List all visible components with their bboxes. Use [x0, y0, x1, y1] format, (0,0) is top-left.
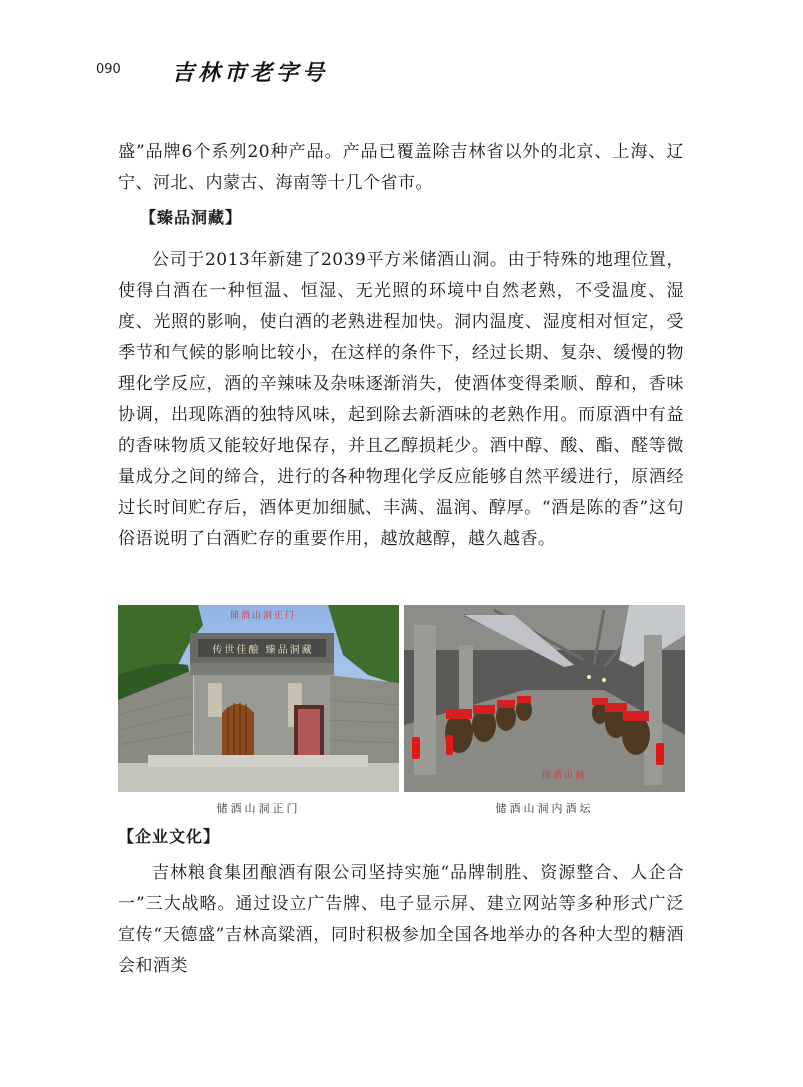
- photo-sign-text: 传世佳酿 臻品洞藏: [212, 645, 314, 656]
- photo-cave-entrance: [118, 605, 399, 792]
- paragraph-corporate-culture: 吉林粮食集团酿酒有限公司坚持实施“品牌制胜、资源整合、人企合一”三大战略。通过设立广告牌、电子显示屏、建立网站等多种形式广泛宣传“天德盛”吉林高粱酒，同时积极参加全国各地举办的各种大型的糖酒会和酒类: [118, 863, 684, 976]
- page-number: 090: [96, 62, 121, 77]
- paragraph-cave-storage: 公司于2013年新建了2039平方米储酒山洞。由于特殊的地理位置，使得白酒在一种恒温、恒湿、无光照的环境中自然老熟，不受温度、湿度、光照的影响，使白酒的老熟进程加快。洞内温度、湿度相对恒定，受季节和气候的影响比较小，在这样的条件下，经过长期、复杂、缓慢的物理化学反应，酒的辛辣味及杂味逐渐消失，使酒体变得柔顺、醇和，香味协调，出现陈酒的独特风味，起到除去新酒味的老熟作用。而原酒中有益的香味物质又能较好地保存，并且乙醇损耗少。酒中醇、酸、酯、醛等微量成分之间的缔合，进行的各种物理化学反应能够自然平缓进行，原酒经过长时间贮存后，酒体更加细腻、丰满、温润、醇厚。“酒是陈的香”这句俗语说明了白酒贮存的重要作用，越放越醇，越久越香。: [118, 250, 684, 549]
- photo-caption-left: 储酒山洞正门: [216, 802, 301, 815]
- paragraph-continued: 盛”品牌6个系列20种产品。产品已覆盖除吉林省以外的北京、上海、辽宁、河北、内蒙古、海南等十几个省市。: [118, 142, 684, 193]
- running-head: 吉林市老字号: [172, 60, 329, 86]
- section-heading-cave-storage: 【臻品洞藏】: [140, 208, 243, 227]
- photo-caption-right: 储酒山洞内酒坛: [495, 802, 594, 815]
- photo-cave-interior: [404, 605, 685, 792]
- photo-label-cave-entrance: 储酒山洞正门: [230, 611, 297, 621]
- photo-label-cave-interior: 储酒山洞: [542, 771, 587, 781]
- section-heading-corporate-culture: 【企业文化】: [118, 827, 221, 846]
